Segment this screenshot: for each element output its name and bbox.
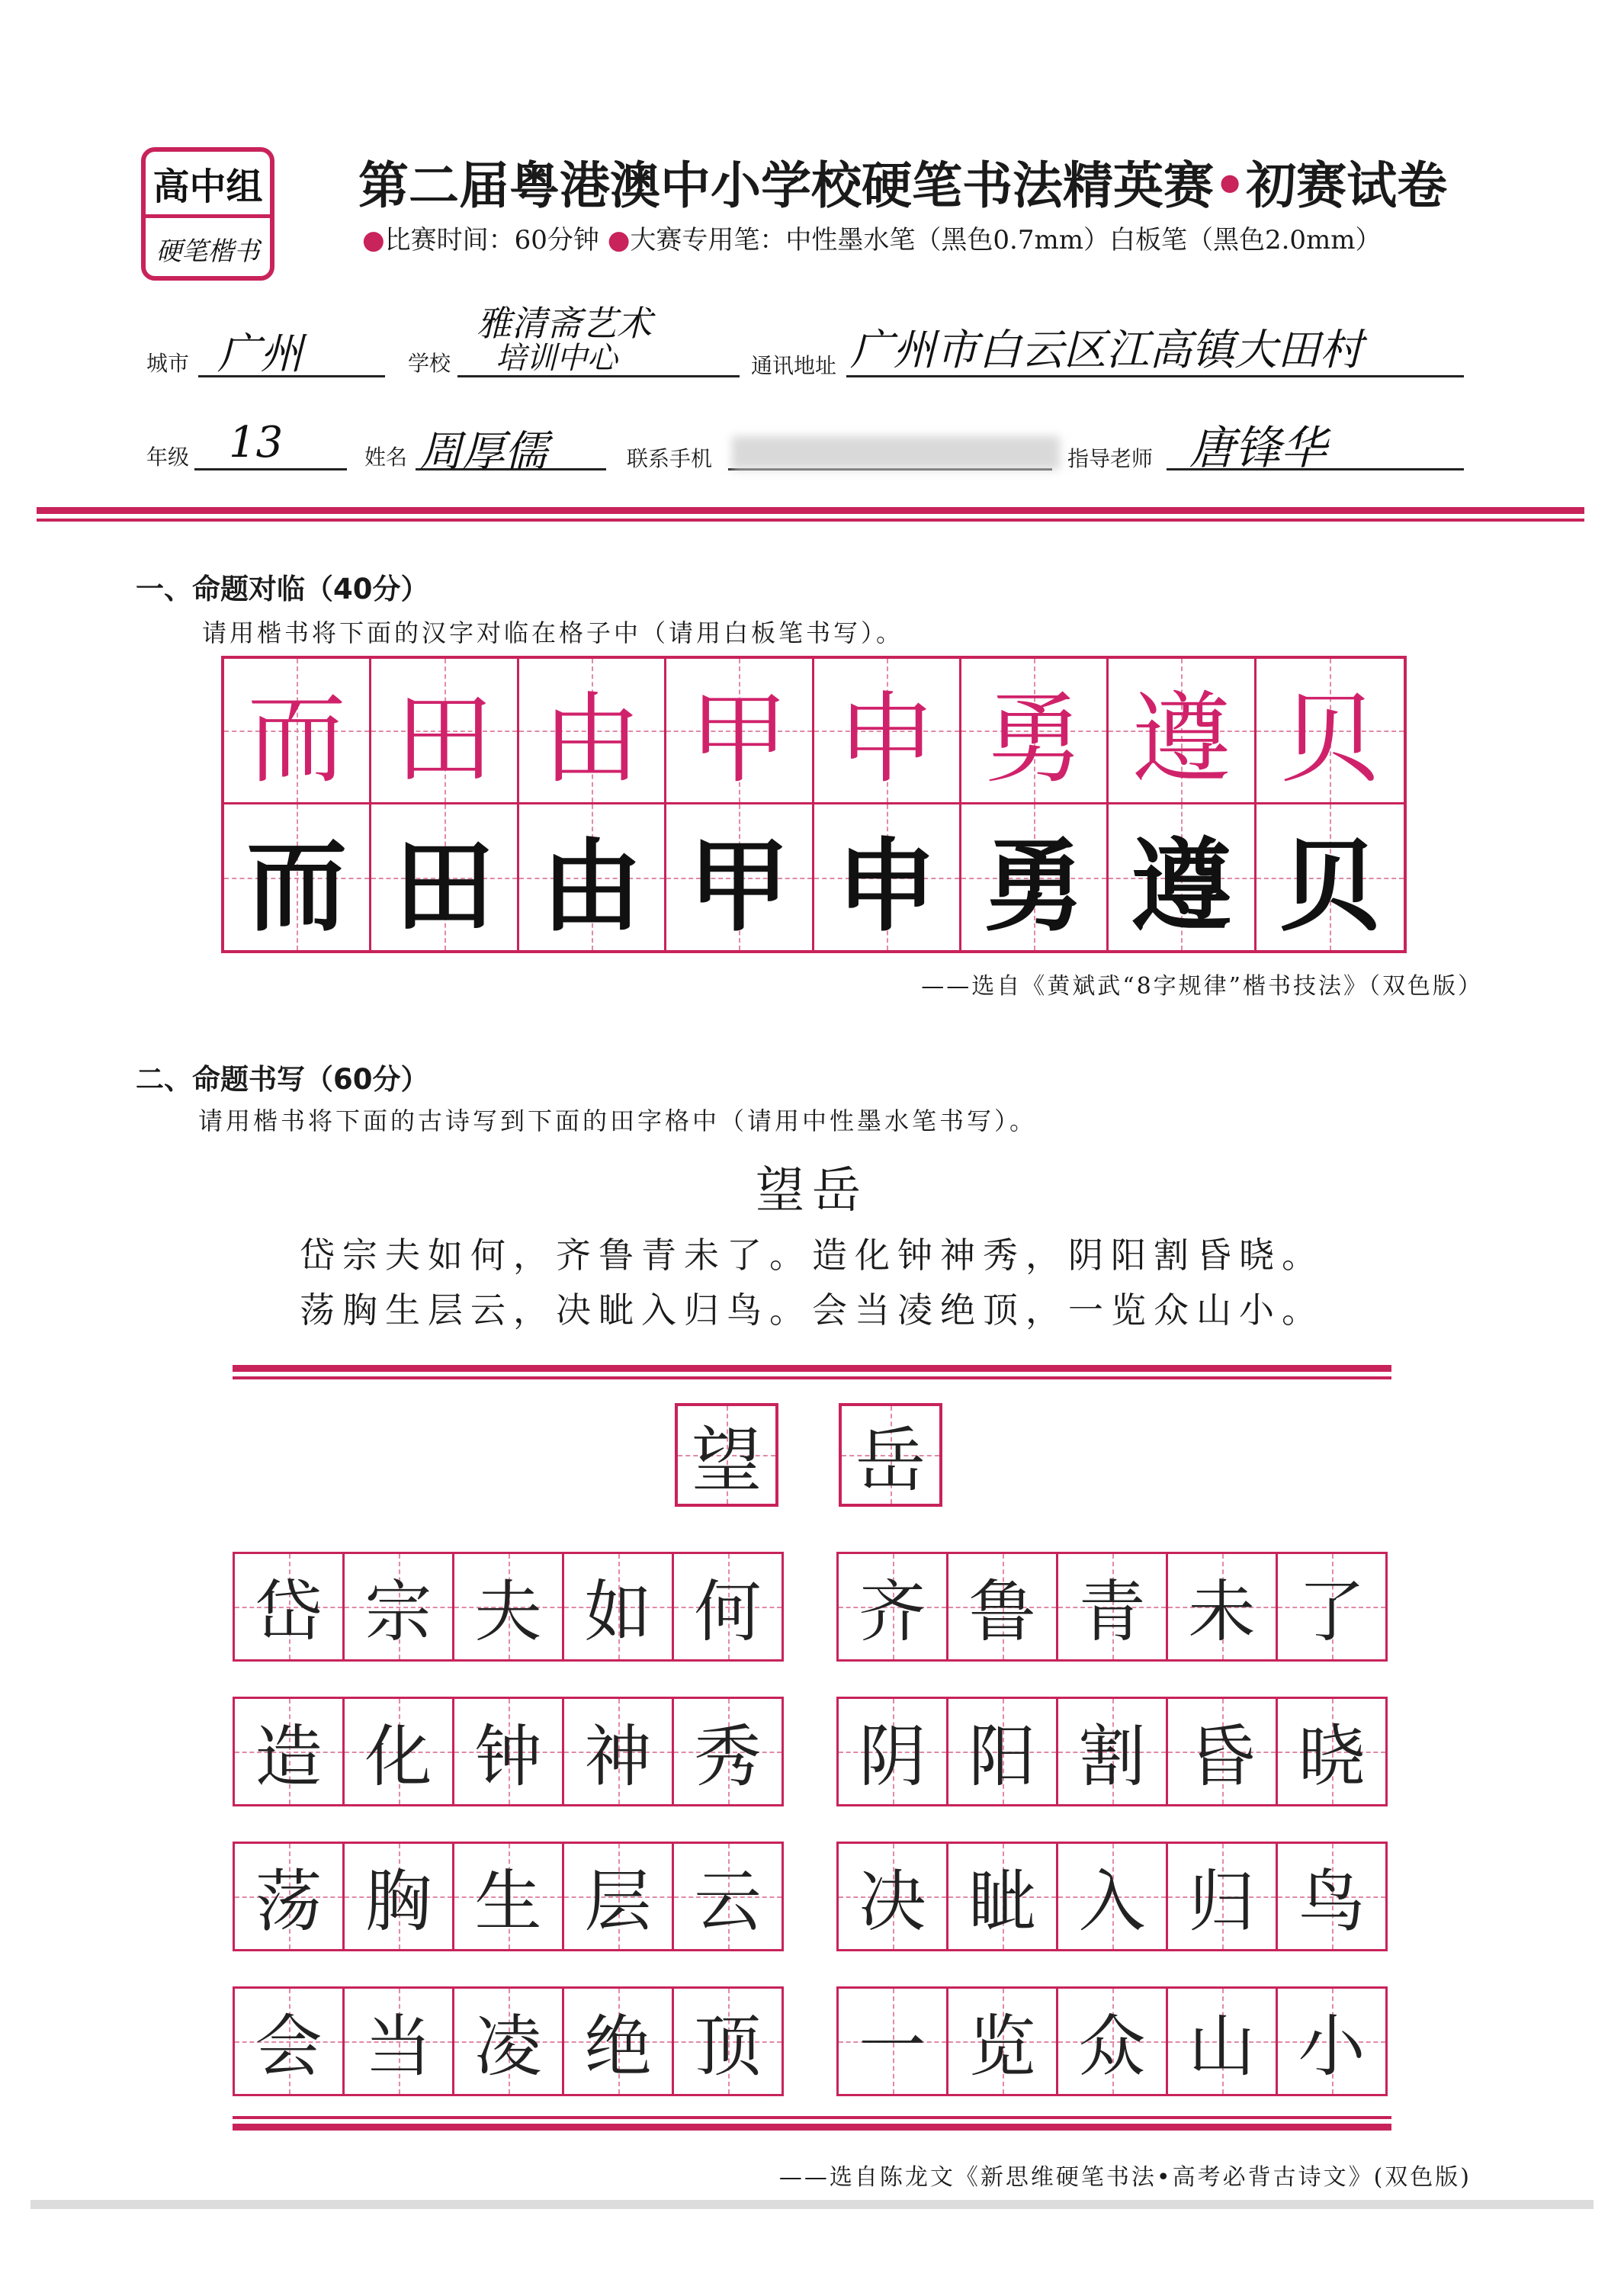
copy-cell[interactable]: 由	[519, 804, 666, 950]
section2-source: ——选自陈龙文《新思维硬笔书法•高考必背古诗文》(双色版)	[778, 2164, 1472, 2191]
phone-field-redacted[interactable]	[732, 436, 1060, 470]
half-row-right	[836, 1552, 1388, 1662]
grid-cell[interactable]: 小	[1278, 1989, 1385, 2094]
grid-cell[interactable]: 当	[345, 1989, 454, 2094]
grid-cell[interactable]: 生	[454, 1844, 564, 1949]
title-main: 第二届粤港澳中小学校硬笔书法精英赛	[358, 156, 1214, 215]
grade-line	[194, 468, 347, 470]
grid-cell[interactable]: 何	[674, 1554, 782, 1659]
grid-cell[interactable]: 荡	[235, 1844, 345, 1949]
page-title	[358, 145, 1447, 217]
group-badge	[141, 147, 274, 281]
grid-cell[interactable]: 宗	[345, 1554, 454, 1659]
grid-cell[interactable]: 割	[1058, 1699, 1168, 1804]
grid-cell[interactable]: 决	[839, 1844, 948, 1949]
grid-cell[interactable]: 造	[235, 1699, 345, 1804]
grid-cell[interactable]: 昏	[1168, 1699, 1278, 1804]
exam-info	[362, 219, 1382, 256]
grid-cell[interactable]: 胸	[345, 1844, 454, 1949]
grid-cell[interactable]: 层	[564, 1844, 674, 1949]
title-box[interactable]: 望	[675, 1403, 778, 1507]
grid-cell[interactable]: 绝	[564, 1989, 674, 2094]
badge-category: 硬笔楷书	[146, 214, 270, 280]
copy-cell[interactable]: 田	[371, 804, 518, 950]
copy-cell[interactable]: 贝	[1257, 804, 1404, 950]
grid-cell[interactable]: 归	[1168, 1844, 1278, 1949]
city-field[interactable]: 广州	[217, 329, 303, 379]
poem-title: 望岳	[756, 1163, 868, 1219]
half-row-right	[836, 1697, 1388, 1806]
section1-heading: 一、命题对临（40分）	[136, 573, 429, 605]
grid-cell[interactable]: 一	[839, 1989, 948, 2094]
grid-cell[interactable]: 秀	[674, 1699, 782, 1804]
grade-label: 年级	[146, 445, 190, 470]
bullet-icon: ●	[362, 225, 385, 255]
model-cell: 贝	[1257, 659, 1404, 804]
grid-cell[interactable]: 顶	[674, 1989, 782, 2094]
bottom-divider	[233, 2116, 1391, 2131]
model-cell: 而	[224, 659, 371, 804]
model-cell: 申	[814, 659, 961, 804]
poem-divider	[233, 1365, 1391, 1379]
section1-instruction: 请用楷书将下面的汉字对临在格子中（请用白板笔书写）。	[202, 618, 904, 647]
grid-cell[interactable]: 青	[1058, 1554, 1168, 1659]
grid-cell[interactable]: 众	[1058, 1989, 1168, 2094]
header-divider	[37, 507, 1584, 522]
copy-cell[interactable]: 甲	[666, 804, 814, 950]
grid-cell[interactable]: 晓	[1278, 1699, 1385, 1804]
title-box[interactable]: 岳	[839, 1403, 942, 1507]
school-field-line1[interactable]: 雅清斋艺术	[477, 303, 652, 344]
grid-cell[interactable]: 化	[345, 1699, 454, 1804]
grid-cell[interactable]: 阳	[948, 1699, 1058, 1804]
copy-cell[interactable]: 申	[814, 804, 961, 950]
grade-field[interactable]: 13	[229, 418, 284, 467]
poem-line-2: 荡胸生层云，决眦入归鸟。会当凌绝顶，一览众山小。	[300, 1289, 1324, 1331]
grid-cell[interactable]: 鸟	[1278, 1844, 1385, 1949]
grid-cell[interactable]: 了	[1278, 1554, 1385, 1659]
time-label: 比赛时间：60分钟	[384, 225, 599, 255]
copy-cell[interactable]: 而	[224, 804, 371, 950]
grid-cell[interactable]: 未	[1168, 1554, 1278, 1659]
grid-cell[interactable]: 钟	[454, 1699, 564, 1804]
address-label: 通讯地址	[751, 353, 837, 378]
bullet-icon: ●	[607, 225, 631, 255]
grid-cell[interactable]: 阴	[839, 1699, 948, 1804]
grid-cell[interactable]: 览	[948, 1989, 1058, 2094]
model-cell: 由	[519, 659, 666, 804]
copy-cell[interactable]: 勇	[961, 804, 1109, 950]
model-cell: 田	[371, 659, 518, 804]
copy-grid	[221, 656, 1407, 953]
grid-cell[interactable]: 神	[564, 1699, 674, 1804]
teacher-field[interactable]: 唐锋华	[1189, 422, 1327, 475]
phone-label: 联系手机	[627, 446, 713, 471]
grid-cell[interactable]: 夫	[454, 1554, 564, 1659]
grid-cell[interactable]: 入	[1058, 1844, 1168, 1949]
pen-label: 大赛专用笔：中性墨水笔（黑色0.7mm）白板笔（黑色2.0mm）	[630, 225, 1382, 255]
grid-cell[interactable]: 云	[674, 1844, 782, 1949]
title-suffix: 初赛试卷	[1246, 156, 1448, 215]
name-field[interactable]: 周厚儒	[419, 427, 547, 477]
copy-cell[interactable]: 遵	[1109, 804, 1256, 950]
grid-cell[interactable]: 如	[564, 1554, 674, 1659]
grid-cell[interactable]: 凌	[454, 1989, 564, 2094]
grid-cell[interactable]: 眦	[948, 1844, 1058, 1949]
city-label: 城市	[146, 351, 190, 376]
badge-group: 高中组	[152, 165, 263, 208]
name-label: 姓名	[364, 445, 408, 470]
grid-cell[interactable]: 会	[235, 1989, 345, 2094]
half-row-right	[836, 1842, 1388, 1951]
title-separator: •	[1214, 156, 1247, 215]
grid-cell[interactable]: 山	[1168, 1989, 1278, 2094]
half-row-left	[233, 1842, 784, 1951]
model-cell: 甲	[666, 659, 814, 804]
poem-line-1: 岱宗夫如何，齐鲁青未了。造化钟神秀，阴阳割昏晓。	[300, 1235, 1324, 1276]
grid-cell[interactable]: 岱	[235, 1554, 345, 1659]
school-label: 学校	[408, 351, 451, 376]
half-row-left	[233, 1552, 784, 1662]
half-row-left	[233, 1697, 784, 1806]
address-field[interactable]: 广州市白云区江高镇大田村	[850, 326, 1362, 375]
teacher-label: 指导老师	[1067, 446, 1154, 471]
section2-instruction: 请用楷书将下面的古诗写到下面的田字格中（请用中性墨水笔书写）。	[198, 1106, 1038, 1135]
school-field-line2[interactable]: 培训中心	[496, 341, 618, 376]
half-row-right	[836, 1986, 1388, 2096]
section1-source: ——选自《黄斌武“8字规律”楷书技法》（双色版）	[921, 973, 1483, 1000]
model-cell: 遵	[1109, 659, 1256, 804]
grid-cell[interactable]: 齐	[839, 1554, 948, 1659]
half-row-left	[233, 1986, 784, 2096]
grid-cell[interactable]: 鲁	[948, 1554, 1058, 1659]
page-bottom-bar	[30, 2200, 1594, 2209]
section2-heading: 二、命题书写（60分）	[136, 1063, 429, 1096]
model-cell: 勇	[961, 659, 1109, 804]
